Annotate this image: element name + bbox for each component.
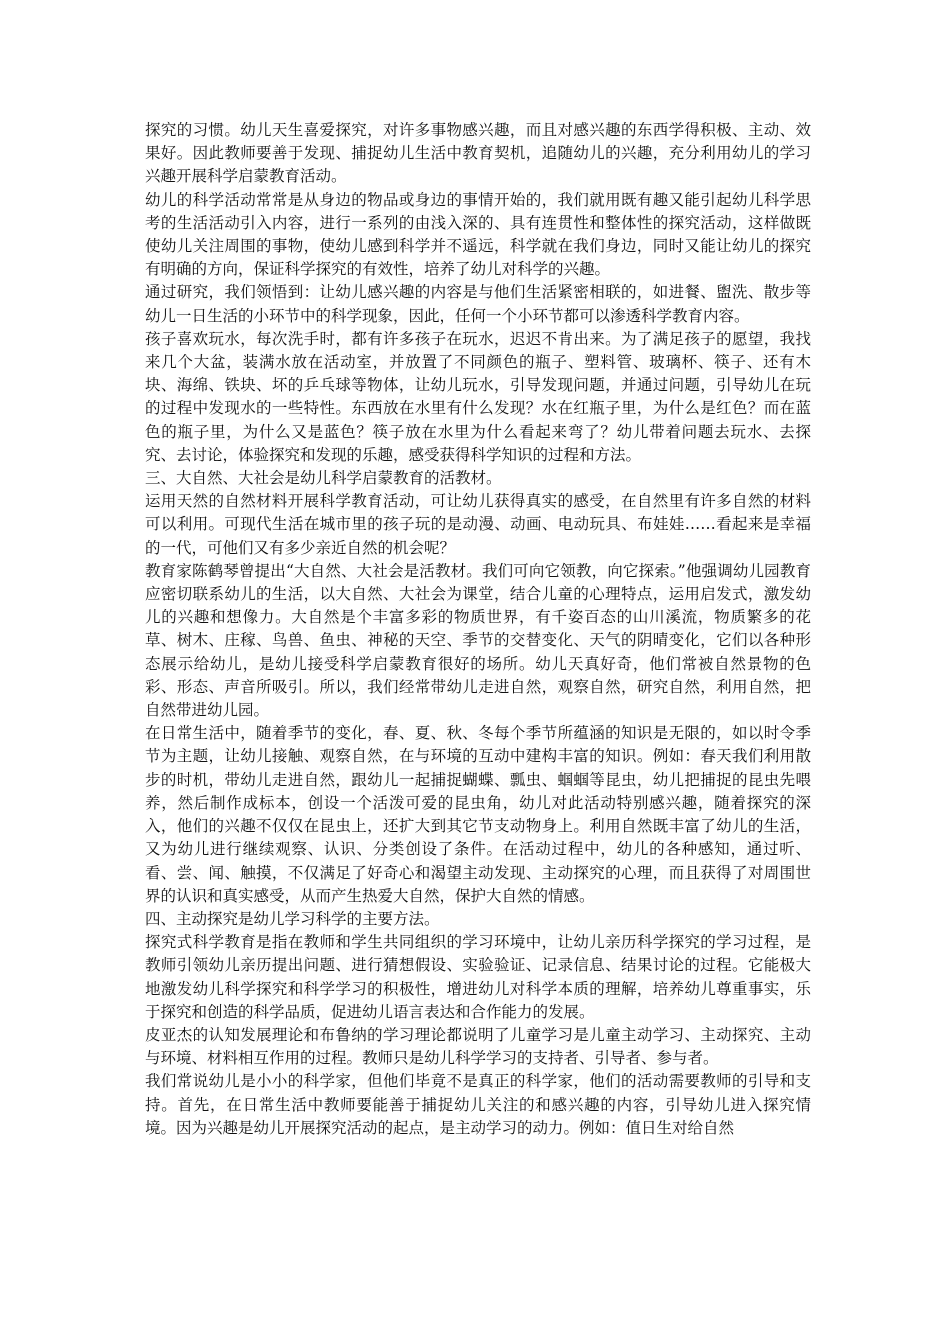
section-heading: 四、主动探究是幼儿学习科学的主要方法。 xyxy=(145,909,440,928)
paragraph: 教育家陈鹤琴曾提出“大自然、大社会是活教材。我们可向它领教，向它探索。”他强调幼儿园教育应密切联系幼儿的生活，以大自然、大社会为课堂，结合儿童的心理特点，运用启发式，激发幼儿的兴趣和想像力。大自然是个丰富多彩的物质世界，有千姿百态的山川溪流，物质繁多的花草、树木、庄稼、鸟兽、鱼虫、神秘的天空、季节的交替变化、天气的阴晴变化，它们以各种形态展示给幼儿，是幼儿接受科学启蒙教育很好的场所。幼儿天真好奇，他们常被自然景物的色彩、形态、声音所吸引。所以，我们经常带幼儿走进自然，观察自然，研究自然，利用自然，把自然带进幼儿园。 xyxy=(145,561,811,720)
paragraph: 通过研究，我们领悟到：让幼儿感兴趣的内容是与他们生活紧密相联的，如进餐、盥洗、散步等幼儿一日生活的小环节中的科学现象，因此，任何一个小环节都可以渗透科学教育内容。 xyxy=(145,283,811,325)
paragraph: 皮亚杰的认知发展理论和布鲁纳的学习理论都说明了儿童学习是儿童主动学习、主动探究、主动与环境、材料相互作用的过程。教师只是幼儿科学学习的支持者、引导者、参与者。 xyxy=(145,1025,811,1068)
document-body xyxy=(145,119,811,1140)
paragraph: 探究的习惯。幼儿天生喜爱探究，对许多事物感兴趣，而且对感兴趣的东西学得积极、主动、效果好。因此教师要善于发现、捕捉幼儿生活中教育契机，追随幼儿的兴趣，充分利用幼儿的学习兴趣开展科学启蒙教育活动。 xyxy=(145,121,811,186)
paragraph: 探究式科学教育是指在教师和学生共同组织的学习环境中，让幼儿亲历科学探究的学习过程，是教师引领幼儿亲历提出问题、进行猜想假设、实验验证、记录信息、结果讨论的过程。它能极大地激发幼儿科学探究和科学学习的积极性，增进幼儿对科学本质的理解，培养幼儿尊重事实，乐于探究和创造的科学品质，促进幼儿语言表达和合作能力的发展。 xyxy=(145,933,811,1021)
section-heading: 三、大自然、大社会是幼儿科学启蒙教育的活教材。 xyxy=(145,469,502,488)
paragraph: 在日常生活中，随着季节的变化，春、夏、秋、冬每个季节所蕴涵的知识是无限的，如以时令季节为主题，让幼儿接触、观察自然，在与环境的互动中建构丰富的知识。例如：春天我们利用散步的时机，带幼儿走进自然，跟幼儿一起捕捉蝴蝶、瓢虫、蝈蝈等昆虫，幼儿把捕捉的昆虫先喂养，然后制作成标本，创设一个活泼可爱的昆虫角，幼儿对此活动特别感兴趣，随着探究的深入，他们的兴趣不仅仅在昆虫上，还扩大到其它节支动物身上。利用自然既丰富了幼儿的生活，又为幼儿进行继续观察、认识、分类创设了条件。在活动过程中，幼儿的各种感知，通过听、看、尝、闻、触摸，不仅满足了好奇心和渴望主动发现、主动探究的心理，而且获得了对周围世界的认识和真实感受，从而产生热爱大自然，保护大自然的情感。 xyxy=(145,724,811,905)
paragraph: 孩子喜欢玩水，每次洗手时，都有许多孩子在玩水，迟迟不肯出来。为了满足孩子的愿望，我找来几个大盆，装满水放在活动室，并放置了不同颜色的瓶子、塑料管、玻璃杯、筷子、还有木块、海绵、铁块、坏的乒乓球等物体，让幼儿玩水，引导发现问题，并通过问题，引导幼儿在玩的过程中发现水的一些特性。东西放在水里有什么发现？水在红瓶子里，为什么是红色？而在蓝色的瓶子里，为什么又是蓝色？筷子放在水里为什么看起来弯了？幼儿带着问题去玩水、去探究、去讨论，体验探究和发现的乐趣，感受获得科学知识的过程和方法。 xyxy=(145,329,811,464)
paragraph: 幼儿的科学活动常常是从身边的物品或身边的事情开始的，我们就用既有趣又能引起幼儿科学思考的生活活动引入内容，进行一系列的由浅入深的、具有连贯性和整体性的探究活动，这样做既使幼儿关注周围的事物，使幼儿感到科学并不遥远，科学就在我们身边，同时又能让幼儿的探究有明确的方向，保证科学探究的有效性，培养了幼儿对科学的兴趣。 xyxy=(145,190,811,279)
paragraph: 运用天然的自然材料开展科学教育活动，可让幼儿获得真实的感受，在自然里有许多自然的材料可以利用。可现代生活在城市里的孩子玩的是动漫、动画、电动玩具、布娃娃……看起来是幸福的一代，可他们又有多少亲近自然的机会呢？ xyxy=(145,492,811,557)
paragraph: 我们常说幼儿是小小的科学家，但他们毕竟不是真正的科学家，他们的活动需要教师的引导和支持。首先，在日常生活中教师要能善于捕捉幼儿关注的和感兴趣的内容，引导幼儿进入探究情境。因为兴趣是幼儿开展探究活动的起点，是主动学习的动力。例如：值日生对给自然 xyxy=(145,1072,811,1137)
